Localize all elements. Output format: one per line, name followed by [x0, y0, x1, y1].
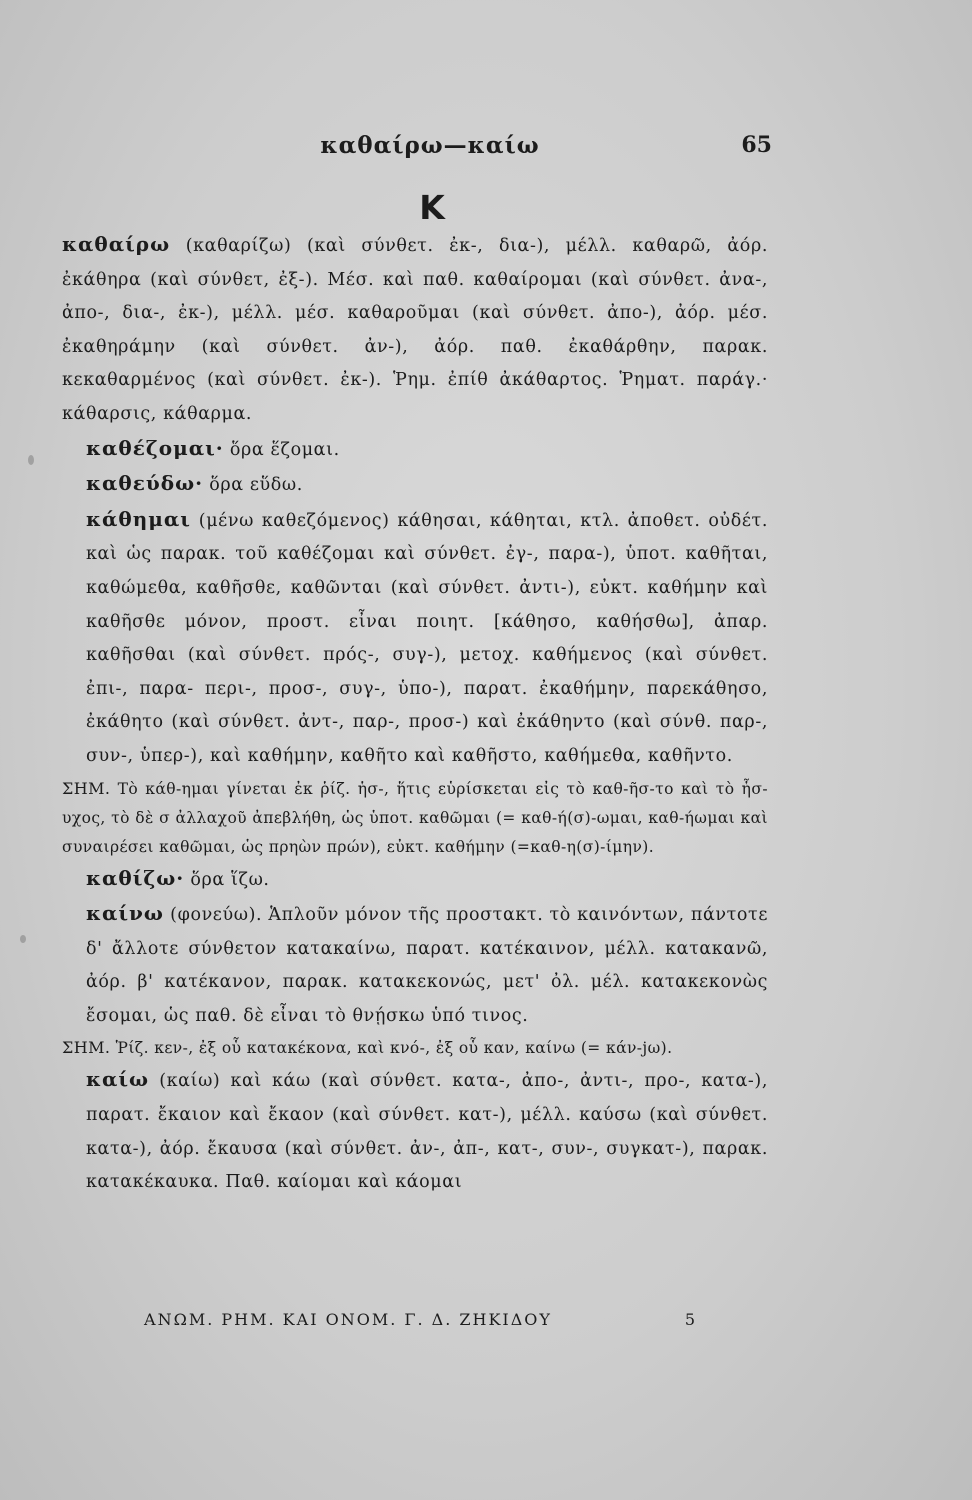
- entry-kathemai: [62, 503, 768, 774]
- section-letter: K: [419, 188, 445, 227]
- entry-text: (μένω καθεζόμενος) κάθησαι, κάθηται, κτλ. ἀποθετ. οὐδέτ. καὶ ὡς παρακ. τοῦ καθέζομαι καὶ σύνθετ. ἐγ-, παρα-), ὑποτ. καθῆται, καθώμεθα, καθῆσθε, καθῶνται (καὶ σύνθετ. ἀντι-), εὐκτ. καθήμην καὶ καθῆσθε μόνον, προστ. εἶναι ποιητ. [κάθησο, καθήσθω], ἀπαρ. καθῆσθαι (καὶ σύνθετ. πρός-, συγ-), μετοχ. καθήμενος (καὶ σύνθετ. ἐπι-, παρα- περι-, προσ-, συγ-, ὑπο-), παρατ. ἐκαθήμην, παρεκάθησο, ἐκάθητο (καὶ σύνθετ. ἀντ-, παρ-, προσ-) καὶ ἐκάθηντο (καὶ σύνθ. παρ-, συν-, ὑπερ-), καὶ καθήμην, καθῆτο καὶ καθῆστο, καθήμεθα, καθῆντο.: [86, 510, 768, 766]
- entry-text: ὅρα ἵζω.: [184, 869, 270, 890]
- running-header: [0, 132, 972, 168]
- signature-mark: 5: [684, 1310, 696, 1329]
- page-footer: [0, 1310, 972, 1338]
- entry-text: ὅρα ἕζομαι.: [223, 439, 340, 460]
- lemma: καθίζω·: [86, 865, 185, 890]
- lemma: καίω: [86, 1067, 150, 1092]
- entry-text: (καθαρίζω) (καὶ σύνθετ. ἐκ-, δια-), μέλλ. καθαρῶ, ἀόρ. ἐκάθηρα (καὶ σύνθετ, ἐξ-). Μέσ. καὶ παθ. καθαίρομαι (καὶ σύνθετ. ἀνα-, ἀπο-, δια-, ἐκ-), μέλλ. μέσ. καθαροῦμαι (καὶ σύνθετ. ἀπο-), ἀόρ. μέσ. ἐκαθηράμην (καὶ σύνθετ. ἀν-), ἀόρ. παθ. ἐκαθάρθην, παρακ. κεκαθαρμένος (καὶ σύνθετ. ἐκ-). Ῥημ. ἐπίθ ἀκάθαρτος. Ῥηματ. παράγ.· κάθαρσις, κάθαρμα.: [62, 236, 768, 424]
- note-label: ΣΗΜ.: [62, 1038, 111, 1058]
- entry-text: (καίω) καὶ κάω (καὶ σύνθετ. κατα-, ἀπο-, ἀντι-, προ-, κατα-), παρατ. ἔκαιον καὶ ἔκαον (καὶ σύνθετ. κατ-), μέλλ. καύσω (καὶ σύνθετ. κατα-), ἀόρ. ἔκαυσα (καὶ σύνθετ. ἀν-, ἀπ-, κατ-, συν-, συγκατ-), παρακ. κατακέκαυκα. Παθ. καίομαι καὶ κάομαι: [86, 1071, 768, 1193]
- entry-kaio: [62, 1063, 768, 1199]
- lemma: καθεύδω·: [86, 471, 204, 496]
- ink-stain: [20, 935, 26, 943]
- note-text: Τὸ κάθ-ημαι γίνεται ἐκ ῥίζ. ἡσ-, ἥτις εὑρίσκεται εἰς τὸ καθ-ῆσ-το καὶ τὸ ἧσ-υχος, τὸ δὲ σ ἀλλαχοῦ ἀπεβλήθη, ὡς ὑποτ. καθῶμαι (= καθ-ή(σ)-ωμαι, καθ-ήωμαι καὶ συναιρέσει καθῶμαι, ὡς πρηὼν πρών), εὐκτ. καθήμην (=καθ-η(σ)-ίμην).: [62, 779, 768, 856]
- page-number: 65: [741, 132, 772, 158]
- entry-kathezomai: [62, 432, 768, 468]
- entry-text: (φονεύω). Ἁπλοῦν μόνον τῆς προστακτ. τὸ καινόντων, πάντοτε δ' ἄλλοτε σύνθετον κατακαίνω, παρατ. κατέκαινον, μέλλ. κατακανῶ, ἀόρ. β' κατέκανον, παρακ. κατακεκονώς, μετ' ὀλ. μέλ. κατακεκονὼς ἔσομαι, ὡς παθ. δὲ εἶναι τὸ θνῄσκω ὑπό τινος.: [86, 905, 768, 1026]
- lemma: κάθημαι: [86, 506, 191, 531]
- lemma: καίνω: [86, 901, 164, 926]
- entry-kathairo: [62, 228, 768, 432]
- lemma: καθέζομαι·: [86, 435, 224, 460]
- entry-kaino: [62, 897, 768, 1033]
- entry-text: ὅρα εὕδω.: [203, 475, 303, 496]
- entry-kathizo: [62, 862, 768, 898]
- lemma: καθαίρω: [62, 232, 171, 256]
- header-title: καθαίρω—καίω: [320, 132, 540, 159]
- note-text: Ῥίζ. κεν-, ἐξ οὗ κατακέκονα, καὶ κνό-, ἐξ οὗ καν, καίνω (= κάν-jω).: [110, 1039, 673, 1058]
- footer-title: ΑΝΩΜ. ΡΗΜ. ΚΑΙ ΟΝΟΜ. Γ. Δ. ΖΗΚΙΔΟΥ: [144, 1310, 552, 1329]
- note-kaino: [62, 1033, 768, 1063]
- dictionary-body: [62, 228, 768, 1200]
- note-kathemai: [62, 774, 768, 862]
- entry-katheudo: [62, 467, 768, 503]
- ink-stain: [28, 455, 34, 465]
- note-label: ΣΗΜ.: [62, 778, 111, 798]
